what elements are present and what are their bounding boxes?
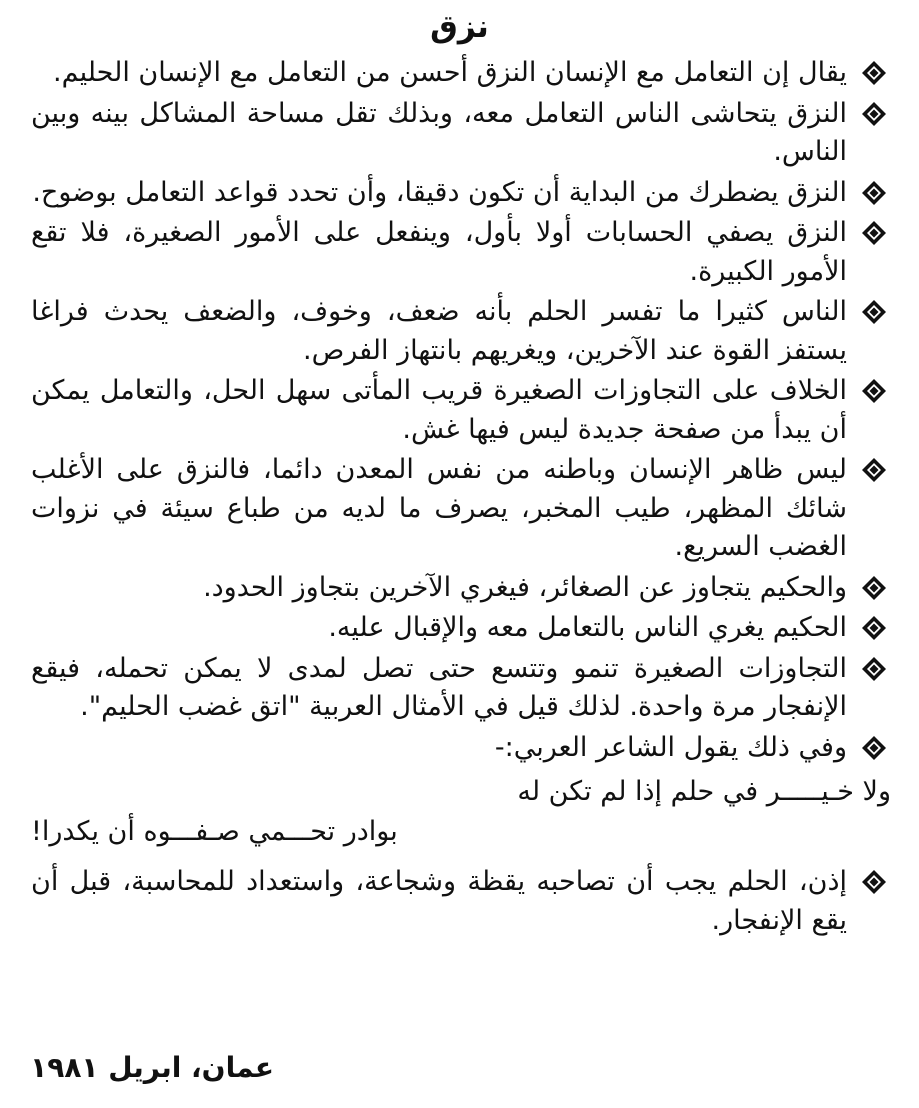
paragraph-list	[31, 54, 891, 942]
diamond-bullet-icon	[861, 180, 887, 206]
diamond-bullet-icon	[861, 735, 887, 761]
diamond-bullet-icon	[861, 378, 887, 404]
item-text: والحكيم يتجاوز عن الصغائر، فيغري الآخرين بتجاوز الحدود.	[203, 571, 847, 603]
list-item	[31, 214, 891, 291]
item-text: يقال إن التعامل مع الإنسان النزق أحسن من التعامل مع الإنسان الحليم.	[53, 57, 847, 88]
place-date-signature: عمان، ابريل ١٩٨١	[30, 1051, 274, 1084]
diamond-bullet-icon	[861, 656, 887, 682]
diamond-bullet-icon	[861, 869, 887, 895]
list-item	[31, 863, 891, 940]
list-item	[31, 609, 891, 648]
verse-line-1: ولا خـيـــــر في حلم إذا لم تكن له	[517, 776, 891, 807]
diamond-bullet-icon	[861, 299, 887, 325]
list-item	[31, 174, 891, 213]
item-text: النزق يضطرك من البداية أن تكون دقيقا، وأن تحدد قواعد التعامل بوضوح.	[32, 176, 847, 208]
item-text: الحكيم يغري الناس بالتعامل معه والإقبال عليه.	[328, 612, 847, 643]
list-item	[31, 729, 891, 768]
verse-line-2: بوادر تحـــمي صـفـــوه أن يكدرا!	[31, 816, 398, 847]
list-item	[31, 54, 891, 93]
item-text: الخلاف على التجاوزات الصغيرة قريب المأتى سهل الحل، والتعامل يمكن أن يبدأ من صفحة جديدة ليس فيها غش.	[31, 375, 847, 445]
diamond-bullet-icon	[861, 220, 887, 246]
page-title: نزق	[430, 9, 489, 45]
diamond-bullet-icon	[861, 575, 887, 601]
list-item	[31, 293, 891, 370]
list-item	[31, 650, 891, 727]
list-item	[31, 569, 891, 608]
diamond-bullet-icon	[861, 615, 887, 641]
item-text: إذن، الحلم يجب أن تصاحبه يقظة وشجاعة، واستعداد للمحاسبة، قبل أن يقع الإنفجار.	[31, 866, 847, 936]
item-text: ليس ظاهر الإنسان وباطنه من نفس المعدن دائما، فالنزق على الأغلب شائك المظهر، طيب المخبر، يصرف ما لديه من طباع سيئة في نزوات الغضب السريع.	[31, 454, 847, 562]
item-text: النزق يصفي الحسابات أولا بأول، وينفعل على الأمور الصغيرة، فلا تقع الأمور الكبيرة.	[31, 217, 847, 287]
item-text: النزق يتحاشى الناس التعامل معه، وبذلك تقل مساحة المشاكل بينه وبين الناس.	[31, 97, 847, 167]
poem-verse	[31, 773, 891, 855]
item-text: وفي ذلك يقول الشاعر العربي:-	[494, 731, 847, 763]
diamond-bullet-icon	[861, 101, 887, 127]
list-item	[31, 95, 891, 172]
item-text: الناس كثيرا ما تفسر الحلم بأنه ضعف، وخوف، والضعف يحدث فراغا يستفز القوة عند الآخرين، ويغريهم بانتهاز الفرص.	[31, 296, 847, 366]
list-item	[31, 451, 891, 567]
diamond-bullet-icon	[861, 457, 887, 483]
diamond-bullet-icon	[861, 60, 887, 86]
item-text: التجاوزات الصغيرة تنمو وتتسع حتى تصل لمدى لا يمكن تحمله، فيقع الإنفجار مرة واحدة. لذلك قيل في الأمثال العربية "اتق غضب الحليم".	[31, 652, 847, 722]
list-item	[31, 372, 891, 449]
